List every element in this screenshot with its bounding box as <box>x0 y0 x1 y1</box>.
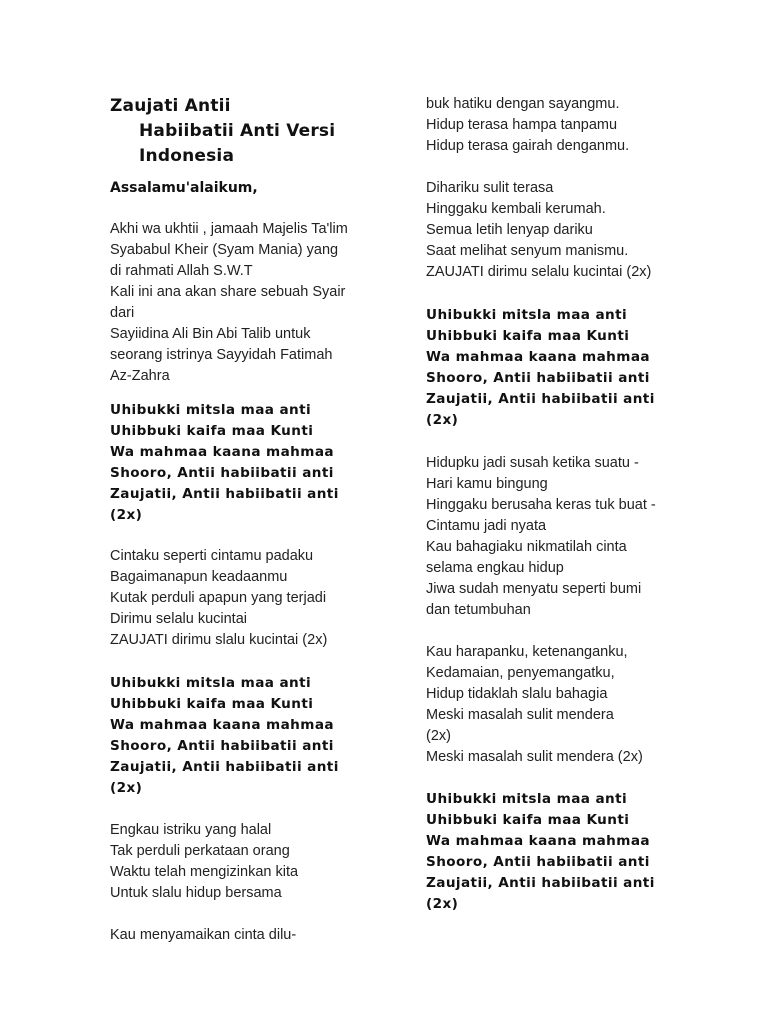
verse-line: Hidupku jadi susah ketika suatu - <box>426 455 639 471</box>
greeting: Assalamu'alaikum, <box>110 180 258 196</box>
chorus-line: Zaujatii, Antii habiibatii anti <box>426 391 655 407</box>
chorus-line: Wa mahmaa kaana mahmaa <box>426 833 650 849</box>
chorus-line: Wa mahmaa kaana mahmaa <box>110 444 334 460</box>
chorus-line: (2x) <box>426 412 459 428</box>
intro-line: dari <box>110 305 135 321</box>
verse-line: Meski masalah sulit mendera (2x) <box>426 749 643 765</box>
verse-line: Hidup tidaklah slalu bahagia <box>426 686 608 702</box>
verse-line: Hinggaku kembali kerumah. <box>426 201 606 217</box>
chorus-line: Uhibukki mitsla maa anti <box>110 675 312 691</box>
intro-line: Kali ini ana akan share sebuah Syair <box>110 284 346 300</box>
verse-line: buk hatiku dengan sayangmu. <box>426 96 620 112</box>
verse-line: Saat melihat senyum manismu. <box>426 243 629 259</box>
chorus-line: (2x) <box>426 896 459 912</box>
chorus-line: Uhibbuki kaifa maa Kunti <box>426 812 630 828</box>
chorus-line: (2x) <box>110 507 143 523</box>
chorus-line: Uhibbuki kaifa maa Kunti <box>110 423 314 439</box>
intro-line: di rahmati Allah S.W.T <box>110 263 253 279</box>
intro-line: Akhi wa ukhtii , jamaah Majelis Ta'lim <box>110 221 348 237</box>
chorus-line: Shooro, Antii habiibatii anti <box>110 465 334 481</box>
chorus-line: Uhibukki mitsla maa anti <box>110 402 312 418</box>
chorus-line: Shooro, Antii habiibatii anti <box>110 738 334 754</box>
doc-title-line-1: Zaujati Antii <box>110 96 231 116</box>
verse-line: Hidup terasa hampa tanpamu <box>426 117 618 133</box>
verse-line: Kau harapanku, ketenanganku, <box>426 644 628 660</box>
verse-line: (2x) <box>426 728 451 744</box>
verse-line: Hari kamu bingung <box>426 476 548 492</box>
verse-line: Kau bahagiaku nikmatilah cinta <box>426 539 627 555</box>
verse-line: ZAUJATI dirimu selalu kucintai (2x) <box>426 264 652 280</box>
verse-line: Dihariku sulit terasa <box>426 180 554 196</box>
intro-line: Sayiidina Ali Bin Abi Talib untuk <box>110 326 311 342</box>
verse-line: Meski masalah sulit mendera <box>426 707 614 723</box>
verse-line: ZAUJATI dirimu slalu kucintai (2x) <box>110 632 328 648</box>
chorus-line: Wa mahmaa kaana mahmaa <box>110 717 334 733</box>
verse-line: Dirimu selalu kucintai <box>110 611 247 627</box>
doc-title-line-3: Indonesia <box>139 146 235 166</box>
verse-line: Semua letih lenyap dariku <box>426 222 593 238</box>
verse-line: Jiwa sudah menyatu seperti bumi <box>426 581 642 597</box>
verse-line: Kutak perduli apapun yang terjadi <box>110 590 327 606</box>
chorus-line: (2x) <box>110 780 143 796</box>
verse-line: selama engkau hidup <box>426 560 564 576</box>
chorus-line: Uhibukki mitsla maa anti <box>426 307 628 323</box>
verse-line: Kedamaian, penyemangatku, <box>426 665 615 681</box>
intro-line: Az-Zahra <box>110 368 170 384</box>
verse-line: Engkau istriku yang halal <box>110 822 272 838</box>
verse-line: Hidup terasa gairah denganmu. <box>426 138 630 154</box>
chorus-line: Uhibbuki kaifa maa Kunti <box>110 696 314 712</box>
verse-line: Kau menyamaikan cinta dilu- <box>110 927 297 943</box>
chorus-line: Wa mahmaa kaana mahmaa <box>426 349 650 365</box>
verse-line: Untuk slalu hidup bersama <box>110 885 282 901</box>
verse-line: Waktu telah mengizinkan kita <box>110 864 299 880</box>
chorus-line: Shooro, Antii habiibatii anti <box>426 854 650 870</box>
verse-line: dan tetumbuhan <box>426 602 531 618</box>
intro-line: Syababul Kheir (Syam Mania) yang <box>110 242 339 258</box>
verse-line: Cintaku seperti cintamu padaku <box>110 548 314 564</box>
chorus-line: Zaujatii, Antii habiibatii anti <box>426 875 655 891</box>
intro-line: seorang istrinya Sayyidah Fatimah <box>110 347 333 363</box>
verse-line: Bagaimanapun keadaanmu <box>110 569 288 585</box>
chorus-line: Zaujatii, Antii habiibatii anti <box>110 759 339 775</box>
chorus-line: Zaujatii, Antii habiibatii anti <box>110 486 339 502</box>
verse-line: Tak perduli perkataan orang <box>110 843 290 859</box>
chorus-line: Uhibbuki kaifa maa Kunti <box>426 328 630 344</box>
chorus-line: Shooro, Antii habiibatii anti <box>426 370 650 386</box>
verse-line: Cintamu jadi nyata <box>426 518 547 534</box>
chorus-line: Uhibukki mitsla maa anti <box>426 791 628 807</box>
verse-line: Hinggaku berusaha keras tuk buat - <box>426 497 656 513</box>
doc-title-line-2: Habiibatii Anti Versi <box>139 121 336 141</box>
